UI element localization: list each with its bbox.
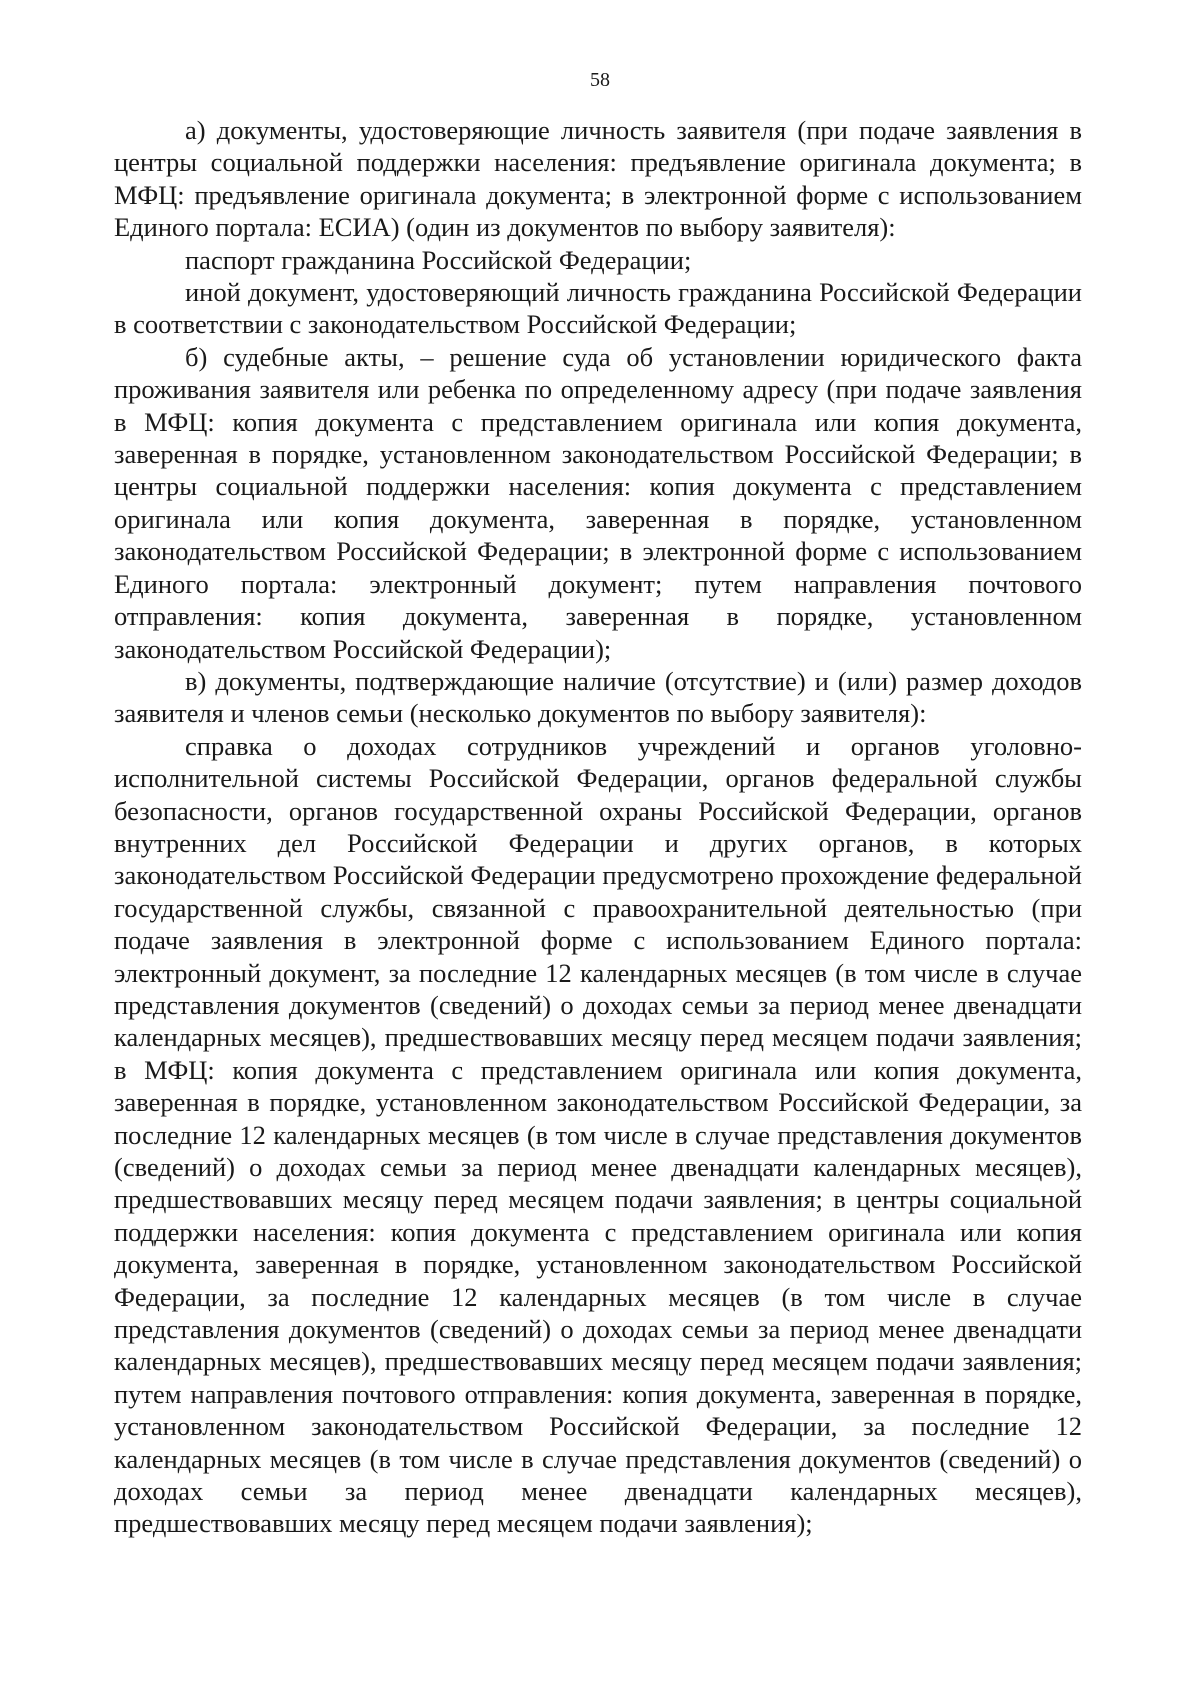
paragraph-identity-documents: а) документы, удостоверяющие личность заявителя (при подаче заявления в центры социальной поддержки населения: предъявление оригинала документа; в МФЦ: предъявление оригинала документа; в электронной форме с использованием Единого портала: ЕСИА) (один из документов по выбору заявителя): xyxy=(114,115,1082,243)
paragraph-income-certificate: справка о доходах сотрудников учреждений и органов уголовно-исполнительной системы Российской Федерации, органов федеральной службы безопасности, органов государственной охраны Российской Федерации, органов внутренних дел Российской Федерации и других органов, в которых законодательством Российской Федерации предусмотрено прохождение федеральной государственной службы, связанной с правоохранительной деятельностью (при подаче заявления в электронной форме с использованием Единого портала: электронный документ, за последние 12 календарных месяцев (в том числе в случае представления документов (сведений) о доходах семьи за период менее двенадцати календарных месяцев), предшествовавших месяцу перед месяцем подачи заявления; в МФЦ: копия документа с представлением оригинала или копия документа, заверенная в порядке, установленном законодательством Российской Федерации, за последние 12 календарных месяцев (в том числе в случае представления документов (сведений) о доходах семьи за период менее двенадцати календарных месяцев), предшествовавших месяцу перед месяцем подачи заявления; в центры социальной поддержки населения: копия документа с представлением оригинала или копия документа, заверенная в порядке, установленном законодательством Российской Федерации, за последние 12 календарных месяцев (в том числе в случае представления документов (сведений) о доходах семьи за период менее двенадцати календарных месяцев), предшествовавших месяцу перед месяцем подачи заявления; путем направления почтового отправления: копия документа, заверенная в порядке, установленном законодательством Российской Федерации, за последние 12 календарных месяцев (в том числе в случае представления документов (сведений) о доходах семьи за период менее двенадцати календарных месяцев), предшествовавших месяцу перед месяцем подачи заявления); xyxy=(114,730,1082,1539)
paragraph-other-identity-document: иной документ, удостоверяющий личность гражданина Российской Федерации в соответствии с законодательством Российской Федерации; xyxy=(114,277,1082,340)
page-number: 58 xyxy=(590,69,610,91)
document-body xyxy=(114,114,1082,1540)
paragraph-passport: паспорт гражданина Российской Федерации; xyxy=(185,244,692,275)
paragraph-court-acts: б) судебные акты, – решение суда об установлении юридического факта проживания заявителя или ребенка по определенному адресу (при подаче заявления в МФЦ: копия документа с представлением оригинала или копия документа, заверенная в порядке, установленном законодательством Российской Федерации; в центры социальной поддержки населения: копия документа с представлением оригинала или копия документа, заверенная в порядке, установленном законодательством Российской Федерации; в электронной форме с использованием Единого портала: электронный документ; путем направления почтового отправления: копия документа, заверенная в порядке, установленном законодательством Российской Федерации); xyxy=(114,341,1082,664)
paragraph-income-documents: в) документы, подтверждающие наличие (отсутствие) и (или) размер доходов заявителя и членов семьи (несколько документов по выбору заявителя): xyxy=(114,665,1082,729)
